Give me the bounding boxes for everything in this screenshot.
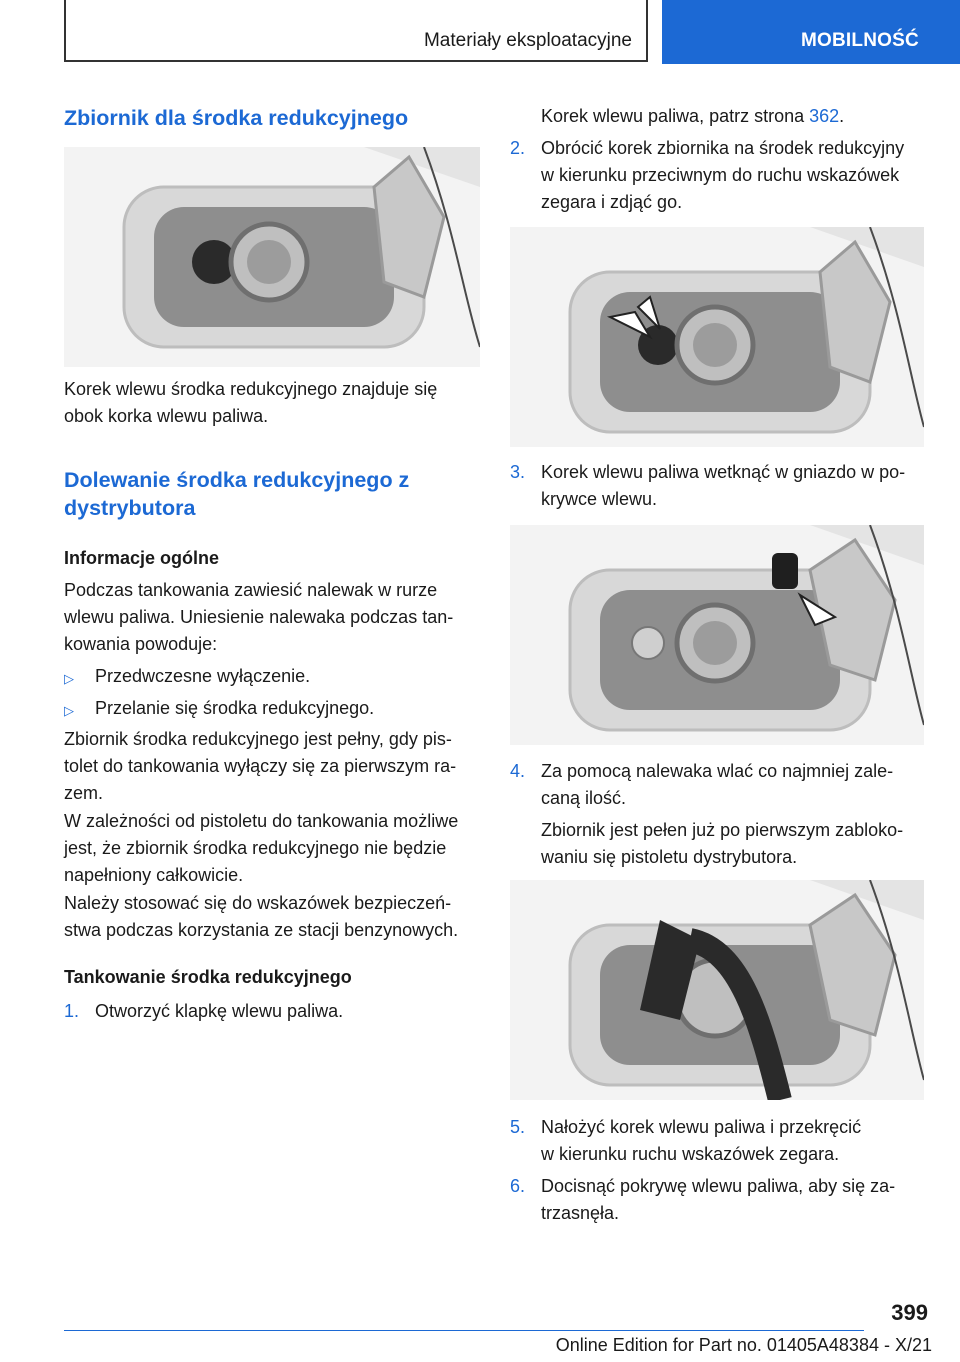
step-text: Obrócić korek zbiornika na środek redukcyjny (541, 138, 905, 158)
step-text-cont: zegara i zdjąć go. (541, 192, 683, 212)
triangle-bullet-icon: ▷ (64, 703, 74, 718)
step-number: 2. (510, 138, 526, 158)
step-text: Docisnąć pokrywę wlewu paliwa, aby się za‐ (541, 1176, 896, 1196)
paragraph-line: jest, że zbiornik środka redukcyjnego nie będzie (64, 838, 447, 858)
step-text: Za pomocą nalewaka wlać co najmniej zale‐ (541, 761, 894, 781)
subheading-general: Informacje ogólne (64, 548, 220, 568)
step-number: 5. (510, 1117, 526, 1137)
figure-fill-nozzle (510, 880, 924, 1100)
step-text: Nałożyć korek wlewu paliwa i przekręcić (541, 1117, 862, 1137)
paragraph-line: stwa podczas korzystania ze stacji benzynowych. (64, 920, 459, 940)
page-link[interactable]: 362 (809, 106, 840, 126)
subheading-refueling: Tankowanie środka redukcyjnego (64, 967, 352, 987)
paragraph-line: Podczas tankowania zawiesić nalewak w rurze (64, 580, 438, 600)
header-section-box (64, 0, 648, 62)
step-number: 4. (510, 761, 526, 781)
paragraph-line: tolet do tankowania wyłączy się za pierwszym ra‐ (64, 756, 457, 776)
heading-refill-line: Dolewanie środka redukcyjnego z (64, 468, 410, 492)
bullet-text: Przedwczesne wyłączenie. (95, 666, 311, 686)
step-text-cont: caną ilość. (541, 788, 627, 808)
header-chapter-tab[interactable] (662, 0, 960, 64)
bullet-text: Przelanie się środka redukcyjnego. (95, 698, 375, 718)
paragraph-line: kowania powoduje: (64, 634, 218, 654)
figure-remove-cap (510, 227, 924, 447)
step-text-cont: w kierunku ruchu wskazówek zegara. (541, 1144, 840, 1164)
paragraph-line (541, 103, 844, 130)
paragraph-line: Należy stosować się do wskazówek bezpieczeń‐ (64, 893, 452, 913)
triangle-bullet-icon: ▷ (64, 671, 74, 686)
step-note: waniu się pistoletu dystrybutora. (541, 847, 798, 867)
header-chapter-title: MOBILNOŚĆ (801, 30, 919, 51)
caption-line: obok korka wlewu paliwa. (64, 406, 269, 426)
step-text: Korek wlewu paliwa wetknąć w gniazdo w po‐ (541, 462, 906, 482)
paragraph-line: zem. (64, 783, 104, 803)
continuation-text: Korek wlewu paliwa, patrz strona (541, 106, 810, 126)
step-text-cont: krywce wlewu. (541, 489, 658, 509)
figure-reductant-cap (64, 147, 480, 367)
step-note: Zbiornik jest pełen już po pierwszym zabloko‐ (541, 820, 904, 840)
footer-edition: Online Edition for Part no. 01405A48384 - X/21 (555, 1335, 932, 1355)
continuation-end: . (839, 106, 845, 126)
page-number: 399 (891, 1300, 928, 1325)
step-number: 1. (64, 1001, 80, 1021)
step-text: Otworzyć klapkę wlewu paliwa. (95, 1001, 344, 1021)
heading-reductant-tank: Zbiornik dla środka redukcyjnego (64, 106, 409, 130)
step-number: 3. (510, 462, 526, 482)
paragraph-line: wlewu paliwa. Uniesienie nalewaka podczas tan‐ (64, 607, 454, 627)
paragraph-line: napełniony całkowicie. (64, 865, 244, 885)
header-section-title: Materiały eksploatacyjne (423, 30, 632, 51)
step-number: 6. (510, 1176, 526, 1196)
caption-line: Korek wlewu środka redukcyjnego znajduje się (64, 379, 438, 399)
heading-refill-line: dystrybutora (64, 496, 196, 520)
paragraph-line: Zbiornik środka redukcyjnego jest pełny, gdy pis‐ (64, 729, 452, 749)
figure-insert-cap (510, 525, 924, 745)
paragraph-line: W zależności od pistoletu do tankowania możliwe (64, 811, 459, 831)
step-text-cont: w kierunku przeciwnym do ruchu wskazówek (541, 165, 900, 185)
step-text-cont: trzasnęła. (541, 1203, 620, 1223)
footer-divider (64, 1330, 864, 1331)
